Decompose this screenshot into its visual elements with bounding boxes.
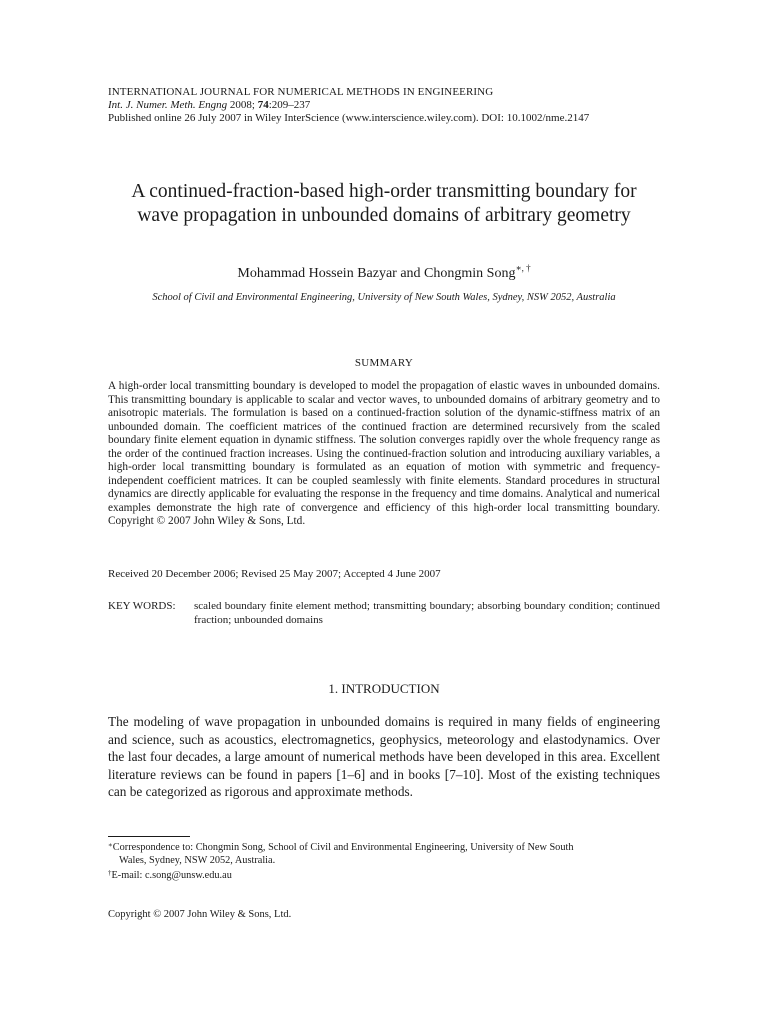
footnote-mark-2: † xyxy=(108,869,112,877)
journal-year: 2008; xyxy=(229,99,255,111)
paper-title xyxy=(60,180,708,228)
footnote-email xyxy=(108,867,660,882)
introduction-text: The modeling of wave propagation in unbounded domains is required in many fields of engineering and science, such as acoustics, electromagnetics, geophysics, meteorology and elastodynamics. Over the last four decades, a large amount of numerical methods have been developed in this area. Excellent literature reviews can be found in papers [1–6] and in books [7–10]. Most of the existing techniques can be categorized as rigorous and approximate methods. xyxy=(108,714,660,799)
journal-pages: :209–237 xyxy=(268,99,311,111)
received-dates: Received 20 December 2006; Revised 25 May 2007; Accepted 4 June 2007 xyxy=(108,568,441,580)
footnote-1-line-2: Wales, Sydney, NSW 2052, Australia. xyxy=(119,855,276,866)
journal-published: Published online 26 July 2007 in Wiley InterScience (www.interscience.wiley.com). DOI: 10.1002/nme.2147 xyxy=(108,112,590,124)
summary-text: A high-order local transmitting boundary is developed to model the propagation of elastic waves in unbounded domains. This transmitting boundary is applicable to scalar and vector waves, to unbounded domains of arbitrary geometry and to anisotropic materials. The formulation is based on a continued-fraction solution of the dynamic-stiffness matrix of an unbounded domain. The coefficient matrices of the continued fraction are determined recursively from the scaled boundary finite element equation in dynamic stiffness. The solution converges rapidly over the whole frequency range as the order of the continued fraction increases. Using the continued-fraction solution and introducing auxiliary variables, a high-order local transmitting boundary is formulated as an equation of motion with symmetric and frequency-independent coefficient matrices. It can be coupled seamlessly with finite elements. Standard procedures in structural dynamics are directly applicable for evaluating the response in the frequency and time domains. Analytical and numerical examples demonstrate the high rate of convergence and efficiency of this high-order local transmitting boundary. Copyright © 2007 John Wiley & Sons, Ltd. xyxy=(108,380,660,527)
footnote-correspondence xyxy=(108,839,660,867)
authors: Mohammad Hossein Bazyar and Chongmin Song xyxy=(237,266,516,281)
affiliation: School of Civil and Environmental Engineering, University of New South Wales, Sydney, NSW 2052, Australia xyxy=(152,292,616,303)
journal-header xyxy=(108,86,668,125)
footnote-1-line-1: Correspondence to: Chongmin Song, School of Civil and Environmental Engineering, University of New South xyxy=(112,842,574,853)
keywords-label: KEY WORDS: xyxy=(108,600,176,612)
journal-volume: 74 xyxy=(257,99,269,111)
journal-citation xyxy=(108,99,668,112)
author-list xyxy=(60,259,708,283)
author-marks: ∗, † xyxy=(515,263,531,273)
summary-heading: SUMMARY xyxy=(354,357,414,369)
journal-name: INTERNATIONAL JOURNAL FOR NUMERICAL METHODS IN ENGINEERING xyxy=(108,86,494,98)
keywords-block xyxy=(108,599,660,627)
title-line-2: wave propagation in unbounded domains of arbitrary geometry xyxy=(137,205,631,226)
footnotes xyxy=(108,839,660,882)
footnote-rule xyxy=(108,836,190,837)
journal-abbrev: Int. J. Numer. Meth. Engng xyxy=(108,99,228,111)
introduction-heading: 1. INTRODUCTION xyxy=(328,681,440,696)
footnote-2-text: E-mail: c.song@unsw.edu.au xyxy=(111,870,232,881)
footnote-mark-1: ∗ xyxy=(108,841,113,849)
keywords-text: scaled boundary finite element method; transmitting boundary; absorbing boundary condition; continued fraction; unbounded domains xyxy=(194,600,660,626)
page-copyright: Copyright © 2007 John Wiley & Sons, Ltd. xyxy=(108,909,292,920)
title-line-1: A continued-fraction-based high-order transmitting boundary for xyxy=(131,181,637,202)
